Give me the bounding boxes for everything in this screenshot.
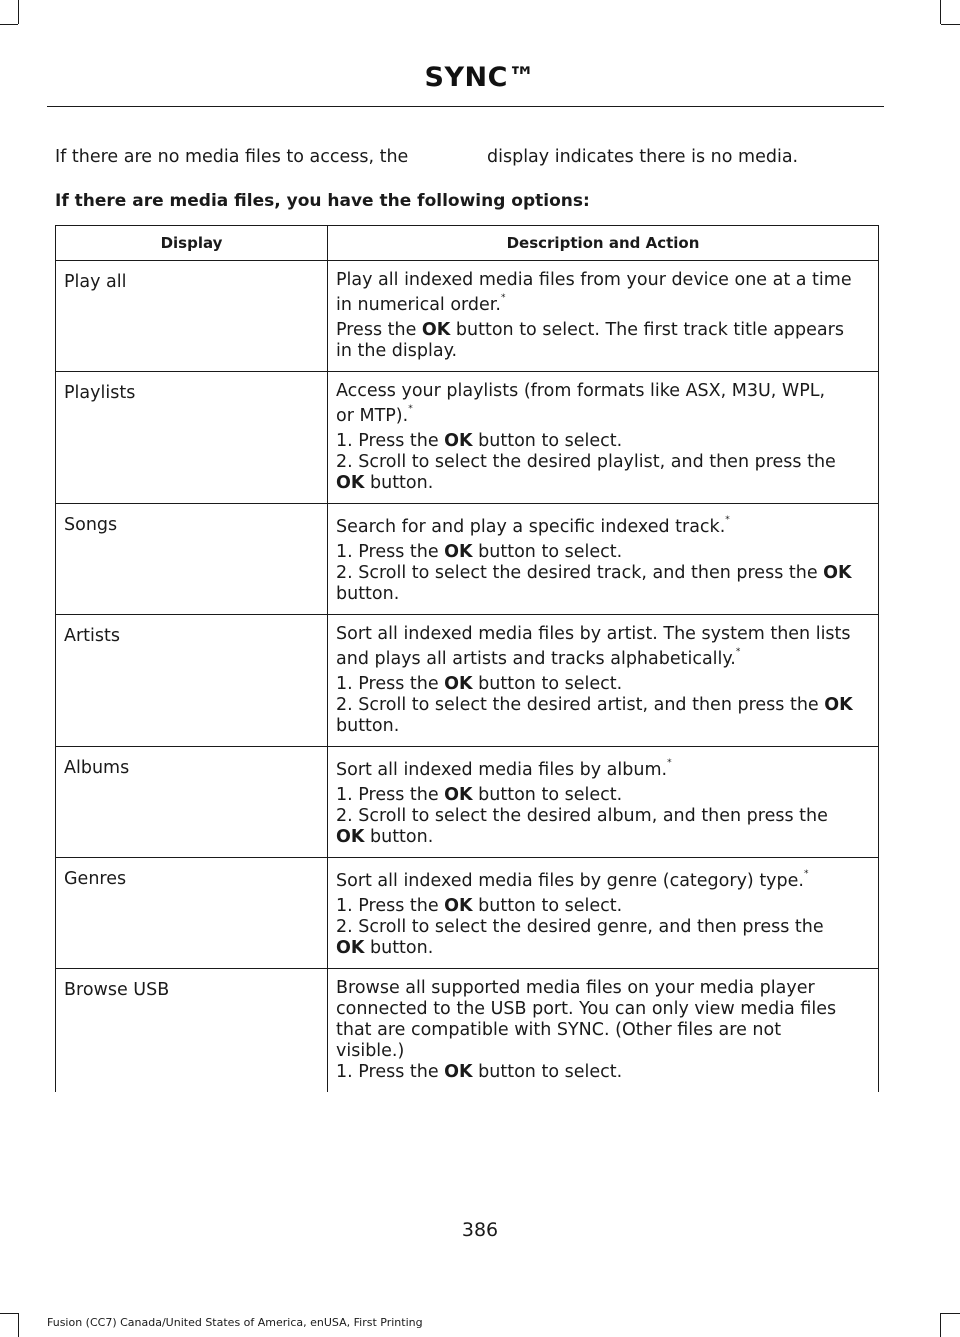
description-line [336,452,872,473]
crop-mark-bottom-left-h [0,1313,18,1314]
table-row [56,858,879,969]
description-text: in the display. [336,341,458,361]
ok-button-reference: OK [421,320,451,340]
description-line [336,938,872,959]
display-option-label: Artists [56,615,328,747]
table-header-row [56,226,879,261]
intro-text-right: display indicates there is no media. [487,147,799,167]
footer-edition-note: Fusion (CC7) Canada/United States of America, enUSA, First Printing [47,1316,423,1329]
description-text-after: button. [364,827,434,847]
page-number: 386 [461,1219,499,1241]
description-line [336,402,872,431]
description-line [336,674,872,695]
description-text-after: button to select. [472,1062,623,1082]
description-line [336,716,872,737]
display-option-label: Play all [56,261,328,372]
description-line [336,695,872,716]
display-option-label: Playlists [56,372,328,504]
description-text: 1. Press the [336,431,445,451]
description-text-after: button. [364,938,434,958]
description-line [336,1062,872,1083]
description-line [336,827,872,848]
description-line [336,1020,872,1041]
description-text: Sort all indexed media files by genre (category) type. [336,871,804,891]
description-text: Search for and play a specific indexed track. [336,517,726,537]
description-line [336,473,872,494]
description-text: 1. Press the [336,1062,445,1082]
footnote-marker: * [725,515,730,525]
description-text: that are compatible with SYNC. (Other files are not [336,1020,782,1040]
description-line [336,563,872,584]
crop-mark-top-right-h [941,24,960,25]
description-text: Sort all indexed media files by artist. The system then lists [336,624,851,644]
crop-mark-top-right-v [940,0,941,24]
ok-button-reference: OK [824,695,853,715]
description-cell [328,372,879,504]
description-line [336,756,872,785]
description-cell [328,504,879,615]
crop-mark-top-left-v [18,0,19,24]
description-line [336,645,872,674]
footnote-marker: * [408,404,413,414]
description-line [336,806,872,827]
crop-mark-bottom-right-h [941,1313,960,1314]
column-header-description: Description and Action [328,226,879,261]
ok-button-reference: OK [444,542,473,562]
table-row [56,504,879,615]
crop-mark-bottom-right-v [940,1313,941,1337]
page-header-title: SYNC™ [424,62,536,93]
ok-button-reference: OK [444,785,473,805]
description-text: connected to the USB port. You can only view media files [336,999,837,1019]
description-text: 2. Scroll to select the desired track, and then press the [336,563,824,583]
footnote-marker: * [803,869,809,879]
ok-button-reference: OK [444,896,473,916]
description-text: 2. Scroll to select the desired playlist, and then press the [336,452,836,472]
description-line [336,381,872,402]
description-line [336,584,872,605]
table-body [56,261,879,1093]
ok-button-reference: OK [823,563,852,583]
description-line [336,785,872,806]
media-options-table-container [55,225,878,1092]
description-text: 1. Press the [336,674,445,694]
options-heading: If there are media files, you have the following options: [55,191,590,211]
description-text: Press the [336,320,422,340]
description-text: or MTP). [336,406,409,426]
column-header-display: Display [56,226,328,261]
intro-text-left: If there are no media files to access, the [55,147,409,167]
ok-button-reference: OK [444,431,473,451]
description-text-after: button to select. [472,431,623,451]
description-line [336,1041,872,1062]
description-text-after: button to select. [472,674,623,694]
description-text: visible.) [336,1041,405,1061]
header-rule [47,106,884,107]
description-line [336,542,872,563]
description-text: 2. Scroll to select the desired genre, and then press the [336,917,824,937]
description-text: 2. Scroll to select the desired album, and then press the [336,806,828,826]
display-option-label: Browse USB [56,969,328,1093]
ok-button-reference: OK [336,473,365,493]
description-text: 2. Scroll to select the desired artist, and then press the [336,695,825,715]
description-text-after: button to select. [472,542,623,562]
description-line [336,867,872,896]
description-text: button. [336,716,400,736]
ok-button-reference: OK [336,938,365,958]
table-row [56,261,879,372]
description-cell [328,615,879,747]
media-options-table [55,225,879,1092]
description-text: Browse all supported media files on your media player [336,978,815,998]
description-line [336,431,872,452]
description-line [336,513,872,542]
description-text-after: button to select. [472,896,623,916]
description-line [336,291,872,320]
description-text: Access your playlists (from formats like ASX, M3U, WPL, [336,381,826,401]
description-text: 1. Press the [336,785,445,805]
description-line [336,896,872,917]
crop-mark-top-left-h [0,24,18,25]
description-line [336,999,872,1020]
description-text-after: button to select. [472,785,623,805]
description-line [336,320,872,341]
description-text: Play all indexed media files from your device one at a time [336,270,852,290]
display-option-label: Genres [56,858,328,969]
description-text-after: button. [364,473,434,493]
description-text-after: button to select. The first track title appears [450,320,844,340]
description-text: button. [336,584,400,604]
table-row [56,969,879,1093]
ok-button-reference: OK [444,674,473,694]
ok-button-reference: OK [336,827,365,847]
table-row [56,747,879,858]
display-option-label: Songs [56,504,328,615]
table-row [56,615,879,747]
description-line [336,624,872,645]
ok-button-reference: OK [444,1062,473,1082]
description-line [336,917,872,938]
crop-mark-bottom-left-v [18,1313,19,1337]
description-cell [328,261,879,372]
description-text: 1. Press the [336,542,445,562]
footnote-marker: * [667,758,672,768]
description-cell [328,747,879,858]
description-line [336,270,872,291]
footnote-marker: * [500,293,506,303]
footnote-marker: * [735,647,741,657]
table-row [56,372,879,504]
description-text: Sort all indexed media files by album. [336,760,668,780]
display-option-label: Albums [56,747,328,858]
description-text: 1. Press the [336,896,445,916]
description-text: in numerical order. [336,295,501,315]
description-line [336,978,872,999]
description-line [336,341,872,362]
description-cell [328,858,879,969]
description-cell [328,969,879,1093]
description-text: and plays all artists and tracks alphabetically. [336,649,736,669]
